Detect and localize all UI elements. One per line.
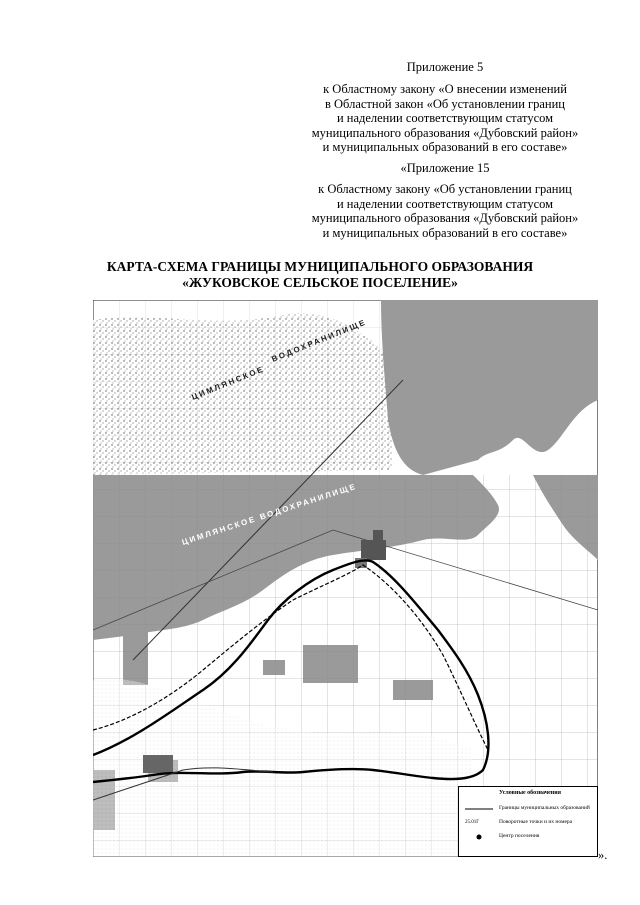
reservoir-label: ЦИМЛЯНСКОЕ ВОДОХРАНИЛИЩЕ — [180, 481, 358, 547]
legend-label: Поворотные точки и их номера — [499, 819, 573, 825]
appendix-5-line: муниципального образования «Дубовский район» — [311, 125, 579, 140]
appendix-5-line: и муниципальных образований в его составе» — [322, 140, 568, 154]
boundary-map — [93, 300, 598, 857]
appendix-15-line: муниципального образования «Дубовский район» — [311, 211, 579, 225]
appendix-15-line: к Областному закону «Об установлении границ — [318, 182, 572, 196]
appendix-15-line: и муниципальных образований в его составе» — [322, 225, 568, 240]
boundary-line-icon — [465, 805, 493, 813]
appendix-5-heading: Приложение 5 — [406, 60, 484, 74]
appendix-15-description — [280, 182, 610, 240]
reservoir-label: ВОДОХРАНИЛИЩЕ — [270, 317, 368, 364]
turning-point-code: 25.01Г — [465, 820, 480, 825]
legend-item-center — [465, 833, 595, 841]
closing-quote-mark: ». — [598, 848, 608, 862]
appendix-5-line: и наделении соответствующим статусом — [336, 111, 554, 125]
map-title — [40, 259, 600, 291]
legend-label: Центр поселения — [499, 833, 540, 839]
appendix-15-heading: «Приложение 15 — [400, 161, 490, 175]
legend-label: Границы муниципальных образований — [499, 805, 590, 811]
survey-grid-north — [93, 300, 383, 475]
map-title-line-2: «ЖУКОВСКОЕ СЕЛЬСКОЕ ПОСЕЛЕНИЕ» — [182, 275, 458, 290]
appendix-5-title — [280, 60, 610, 75]
appendix-5-description — [280, 82, 610, 155]
settlement-center-icon — [465, 833, 493, 841]
legend-item-boundary — [465, 805, 595, 813]
appendix-15-title — [280, 161, 610, 176]
map-canvas — [93, 300, 598, 857]
map-legend — [458, 786, 598, 857]
reservoir-label: ЦИМЛЯНСКОЕ — [190, 364, 266, 402]
legend-item-turning-points — [465, 819, 595, 827]
appendix-15-line: и наделении соответствующим статусом — [336, 196, 554, 211]
legend-title: Условные обозначения — [499, 790, 561, 796]
map-title-line-1: КАРТА-СХЕМА ГРАНИЦЫ МУНИЦИПАЛЬНОГО ОБРАЗОВАНИЯ — [106, 259, 534, 274]
appendix-5-line: в Областной закон «Об установлении границ — [324, 96, 565, 111]
appendix-5-line: к Областному закону «О внесении изменений — [323, 82, 567, 96]
